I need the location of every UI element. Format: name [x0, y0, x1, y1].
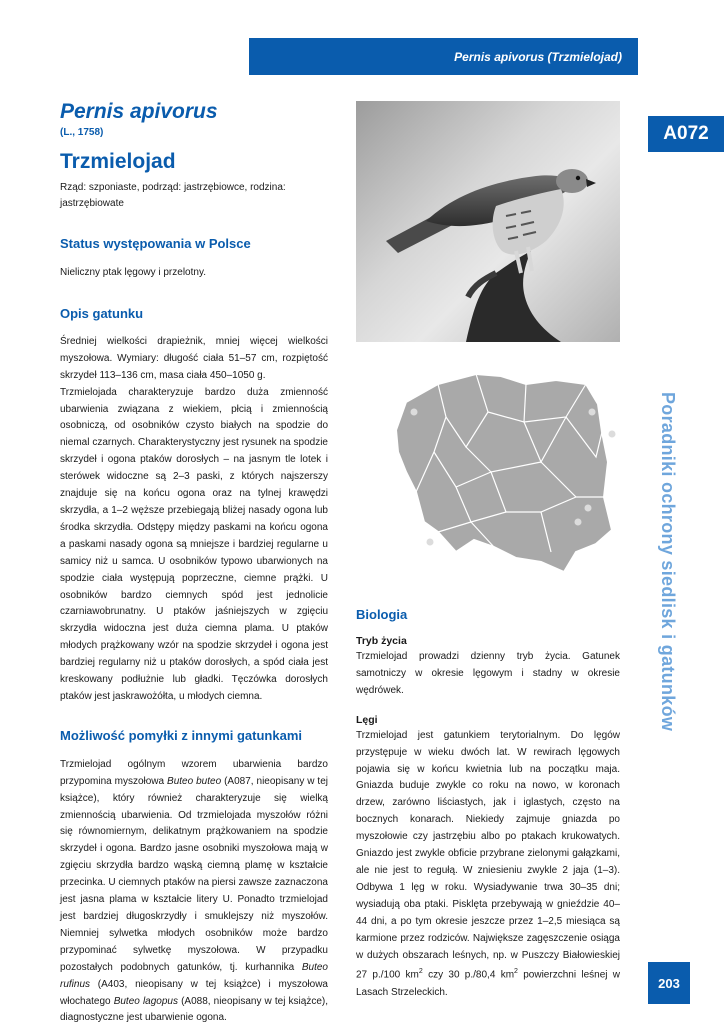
species-polish-name: Trzmielojad: [60, 150, 176, 173]
taxonomy-text: Rząd: szponiaste, podrząd: jastrzębiowce, rodzina: jastrzębiowate: [60, 182, 286, 209]
page-number-tab: [648, 962, 690, 1004]
description-paragraph-1: Średniej wielkości drapieżnik, mniej więcej wielkości myszołowa. Wymiary: długość ciała 51–57 cm, rozpiętość skrzydeł 113–136 cm, masa ciała 450–1050 g.: [60, 335, 328, 381]
distribution-map: [376, 362, 616, 580]
honey-buzzard-photo: [356, 101, 620, 342]
species-author: (L., 1758): [60, 127, 104, 138]
lifestyle-heading: Tryb życia: [356, 635, 407, 647]
running-header-title: Pernis apivorus (Trzmielojad): [454, 49, 622, 64]
species-name-buteo-buteo: Buteo buteo: [167, 775, 222, 787]
status-text: Nieliczny ptak lęgowy i przelotny.: [60, 267, 206, 278]
left-column: [60, 100, 328, 1027]
confusion-text: Trzmielojad ogólnym wzorem ubarwienia bardzo przypomina myszołowa Buteo buteo (A087, nieopisany w tej książce), który również charakteryzuje się wielką zmiennością ubarwienia. Od trzmielojada myszołów różni się równomiernym, delikatnym prążkowaniem na spodzie skrzydeł i ogona. Bardzo jasne osobniki myszołowa mają w zgięciu skrzydła bardzo wąską ciemną plamę w kształcie przecinka. U ciemnych ptaków na piersi zawsze zaznaczona jest jasna plama w kształcie litery U. Ponadto trzmielojad jest bardziej długoskrzydły i smuklejszy niż myszołów. Niemniej sylwetka młodych osobników może bardzo przypominać sylwetkę myszołowa. W przypadku pozostałych podobnych gatunków, tj. kurhannika Buteo rufinus (A403, nieopisany w tej książce) i myszołowa włochatego Buteo lagopus (A088, nieopisany w tej książce), diagnostyczne jest ubarwienie ogona.: [60, 758, 328, 1024]
description-heading: Opis gatunku: [60, 305, 144, 321]
biology-heading: Biologia: [356, 607, 408, 622]
description-text: [60, 334, 328, 706]
species-latin-name: Pernis apivorus: [60, 100, 218, 123]
breeding-heading: Lęgi: [356, 713, 378, 726]
lifestyle-text: Trzmielojad prowadzi dzienny tryb życia. Gatunek samotniczy w okresie lęgowym i stadny w okresie wędrówek.: [356, 651, 620, 696]
running-header: [249, 38, 638, 75]
page-number: 203: [658, 975, 680, 991]
breeding-text: Trzmielojad jest gatunkiem terytorialnym. Do lęgów przystępuje w wieku dwóch lat. W rewirach lęgowych pojawia się w końcu kwietnia lub na początku maja. Gniazda buduje zwykle co roku na nowo, w koronach drzew, zarówno liściastych, jak i iglastych, często na bocznych konarach. Niekiedy zajmuje gniazda po myszołowie czy jastrzębiu albo po ptakach krukowatych. Gniazdo jest zwykle obficie przybrane zielonymi gałązkami, ale nie jest to regułą. W zniesieniu zwykle 2 jaja (1–3). Odbywa 1 lęg w roku. Wysiadywanie trwa 30–35 dni; wysiadują oba ptaki. Pisklęta przebywają w gnieździe 40–44 dni, a po tym okresie jeszcze przez 1–2,5 miesiąca są karmione przez rodziców. Największe zagęszczenie osiąga w dużych obszarach leśnych, np. w Puszczy Białowieskiej 27 p./100 $km^2$ czy 30 p./80,4 $km^2$ powierzchni leśnej w Lasach Strzeleckich.: [356, 729, 620, 998]
description-paragraph-2: Trzmielojada charakteryzuje bardzo duża zmienność ubarwienia związana z wiekiem, płcią i zmiennością osobniczą, od osobników czysto białych na spodzie do niemal czarnych. Charakterystyczny jest rysunek na spodzie skrzydeł i ogona ptaków dorosłych – na jasnym tle lotek i sterówek widoczne są 2–3 paski, z których najszerszy znajduje się na końcu ogona oraz na tylnej krawędzi skrzydła, a 1–2 węższe przebiegają bliżej nasady ogona lub środka skrzydła. Odstępy między paskami na końcu ogona a paskami nasady ogona są mniejsze i bardziej regularne u samicy niż u samca. U osobników typowo ubarwionych na spodzie ciała występują poprzeczne, ciemne prążki. U osobników bardzo ciemnych spód jest jednolicie czarniawobrunatny. U ptaków jaśniejszych w zgięciu skrzydła widoczna jest duża ciemna plama. U ptaków młodych prążkowany wzór na spodzie skrzydeł i ogona jest bardziej regularny niż u ptaków dorosłych, a spód ciała jest kreskowany podłużnie lub gładki. Tęczówka dorosłych ptaków jest jaskrawożółta, u młodych ciemna.: [60, 386, 328, 702]
bird-illustration: [356, 101, 620, 342]
confusion-heading: Możliwość pomyłki z innymi gatunkami: [60, 727, 302, 743]
species-name-buteo-rufinus: Buteo rufinus: [60, 961, 328, 990]
right-column: [356, 607, 620, 1002]
series-title-vertical: Poradniki ochrony siedlisk i gatunków: [658, 392, 678, 732]
status-heading: Status występowania w Polsce: [60, 236, 251, 251]
species-code: A072: [663, 123, 709, 144]
species-code-tab: [648, 116, 724, 152]
species-name-buteo-lagopus: Buteo lagopus: [113, 995, 178, 1007]
